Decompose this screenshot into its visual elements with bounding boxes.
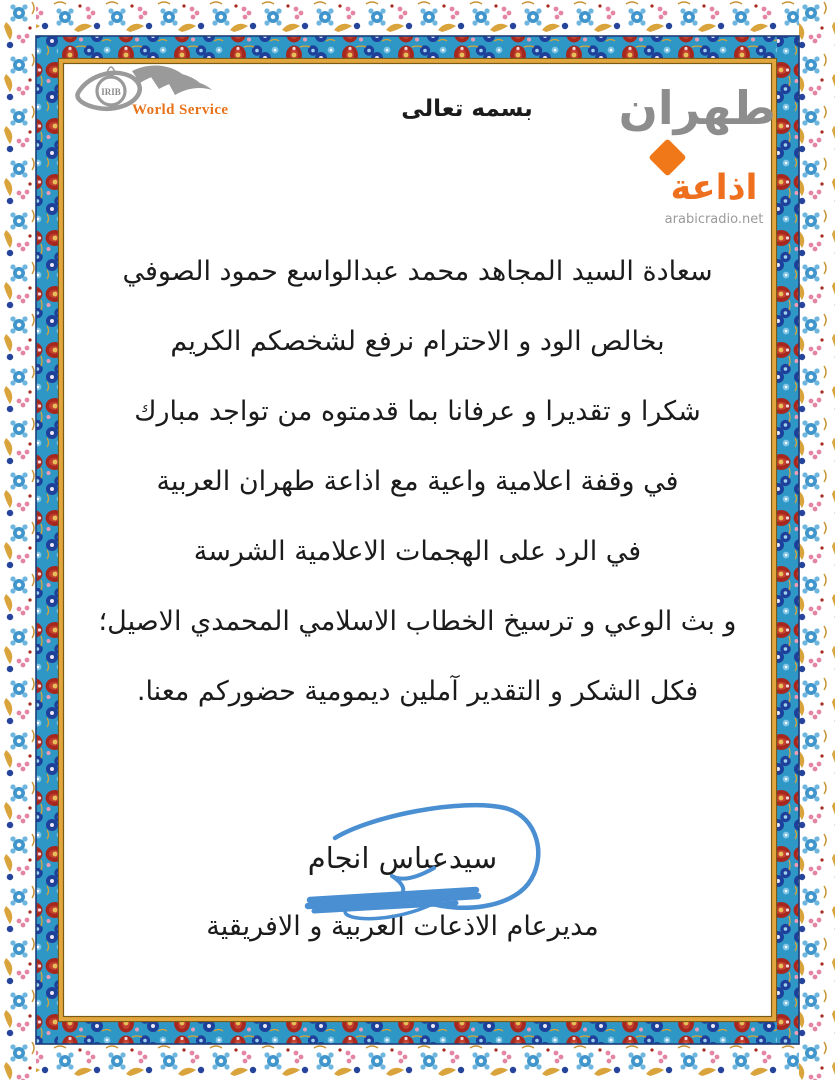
letter-content [66, 66, 776, 1014]
bismillah-text: بسمه تعالى [401, 96, 533, 122]
letter-line: في وقفة اعلامية واعية مع اذاعة طهران العربية [156, 466, 679, 497]
tehran-website-label: arabicradio.net [664, 212, 764, 227]
letter-line: بخالص الود و الاحترام نرفع لشخصكم الكريم [170, 326, 665, 357]
letter-line: و بث الوعي و ترسيخ الخطاب الاسلامي المحمدي الاصيل؛ [98, 606, 737, 637]
letter-line: فكل الشكر و التقدير آملين ديمومية حضوركم معنا. [136, 676, 699, 707]
signer-title: مديرعام الاذعات العربية و الافريقية [206, 911, 599, 942]
tehran-wordmark: طهران [618, 81, 776, 135]
irib-acronym: IRIB [101, 87, 121, 97]
world-service-label: World Service [132, 102, 229, 118]
tehran-radio-logo [618, 70, 776, 227]
signer-name: سيدعباس انجام [307, 841, 498, 875]
letter-line: في الرد على الهجمات الاعلامية الشرسة [193, 536, 642, 567]
tehran-radio-label: اذاعة [670, 168, 758, 208]
letter-body [66, 237, 769, 727]
letter-line: سعادة السيد المجاهد محمد عبدالواسع حمود الصوفي [122, 256, 713, 287]
irib-world-service-logo [74, 62, 244, 132]
letter-line: شكرا و تقديرا و عرفانا بما قدمتوه من تواجد مبارك [134, 396, 701, 427]
